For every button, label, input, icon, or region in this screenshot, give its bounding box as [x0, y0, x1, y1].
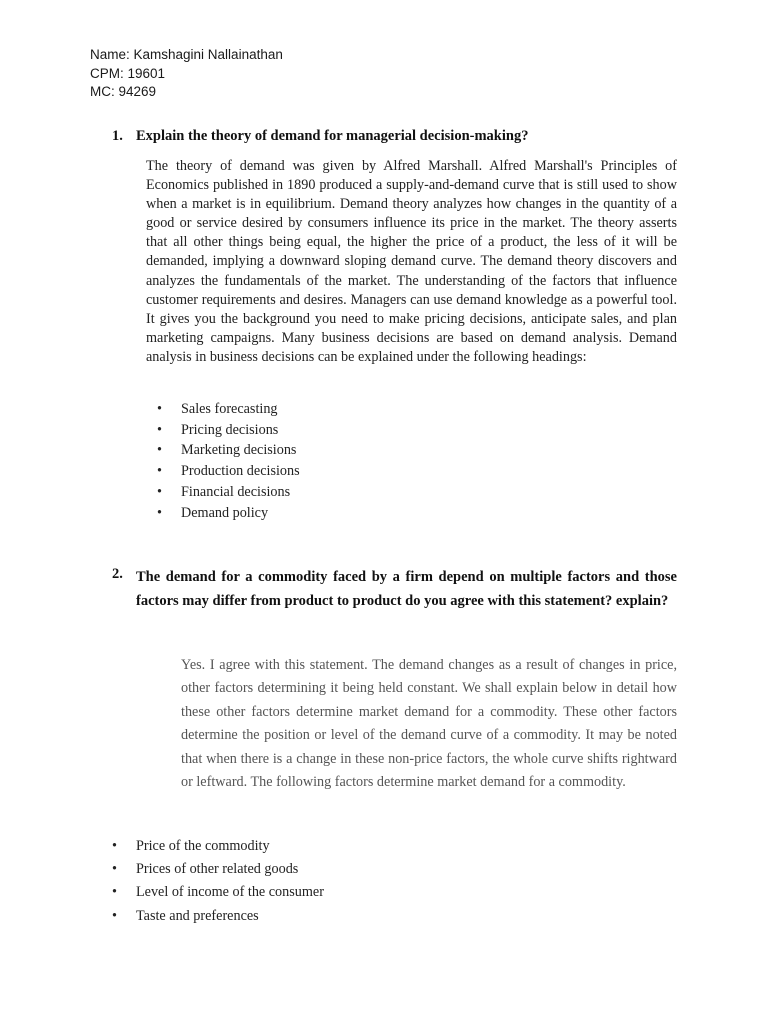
question-1-answer-text: The theory of demand was given by Alfred Marshall. Alfred Marshall's Principles of Economics published in 1890 produced a supply-and-demand curve that is still used to show when a market is in equilibrium. Demand theory analyzes how changes in the quantity of a good or service desired by consumers influence its price in the market. The theory asserts that all other things being equal, the higher the price of a product, the less of it will be demanded, implying a downward sloping demand curve. The demand theory discovers and analyzes the fundamentals of the market. The understanding of the factors that influence customer requirements and desires. Managers can use demand knowledge as a powerful tool. It gives you the background you need to make pricing decisions, anticipate sales, and plan marketing campaigns. Many business decisions are based on demand analysis. Demand analysis in business decisions can be explained under the following headings:: [146, 158, 677, 365]
question-2-number: 2.: [112, 566, 123, 582]
question-1-bullet-list: [146, 399, 446, 523]
list-item: • Prices of other related goods: [112, 858, 412, 881]
list-item: • Marketing decisions: [146, 440, 446, 461]
list-item: • Sales forecasting: [146, 399, 446, 420]
cpm-number: CPM: 19601: [90, 65, 166, 81]
question-2-title: The demand for a commodity faced by a firm depend on multiple factors and those factors may differ from product to product do you agree with this statement? explain?: [136, 569, 677, 609]
list-item: • Taste and preferences: [112, 905, 412, 928]
list-item: • Price of the commodity: [112, 835, 412, 858]
question-2-answer: [181, 654, 677, 794]
list-item: • Production decisions: [146, 461, 446, 482]
list-item: • Level of income of the consumer: [112, 881, 412, 904]
student-info-header: [90, 46, 283, 102]
student-name: Name: Kamshagini Nallainathan: [90, 47, 283, 62]
question-2-answer-text: Yes. I agree with this statement. The demand changes as a result of changes in price, other factors determining it being held constant. We shall explain below in detail how these other factors determine market demand for a commodity. These other factors determine the position or level of the demand curve of a commodity. It may be noted that when there is a change in these non-price factors, the whole curve shifts rightward or leftward. The following factors determine market demand for a commodity.: [181, 657, 677, 791]
question-1-number: 1.: [112, 128, 123, 144]
question-1-title: Explain the theory of demand for managerial decision-making?: [136, 128, 529, 144]
question-2-bullet-list: [112, 835, 412, 928]
list-item: • Pricing decisions: [146, 420, 446, 441]
list-item: • Demand policy: [146, 503, 446, 524]
mc-number: MC: 94269: [90, 84, 157, 99]
question-1-answer: [146, 157, 677, 367]
list-item: • Financial decisions: [146, 482, 446, 503]
